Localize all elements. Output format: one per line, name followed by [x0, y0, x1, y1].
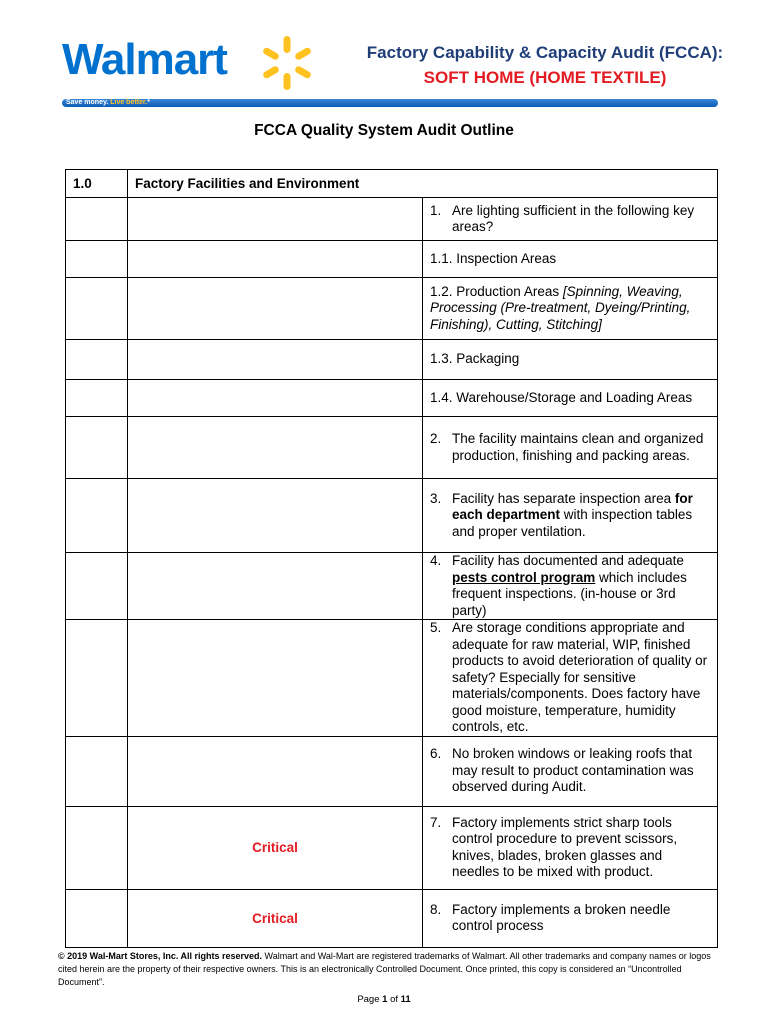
table-row: [66, 241, 718, 278]
section-title: Factory Facilities and Environment: [128, 170, 718, 198]
table-row: [66, 479, 718, 553]
audit-outline-table: [65, 169, 718, 948]
question-cell: 1. Are lighting sufficient in the following key areas?: [423, 198, 718, 241]
walmart-logo: Walmart: [62, 35, 227, 84]
subitem-cell: 1.1. Inspection Areas: [423, 241, 718, 278]
critical-flag: Critical: [128, 806, 423, 889]
question-cell: 4. Facility has documented and adequate pests control program which includes frequent inspections. (in-house or 3rd party): [423, 553, 718, 620]
table-row: [66, 889, 718, 947]
trademark-notice: Walmart and Wal-Mart are registered trademarks of Walmart. All other trademarks and company names or logos cited herein are the property of their respective owners. This is an electronically Controlled Document. Once printed, this copy is considered an “Uncontrolled Document”.: [58, 951, 711, 987]
question-cell: 2. The facility maintains clean and organized production, finishing and packing areas.: [423, 417, 718, 479]
audit-subtitle: SOFT HOME (HOME TEXTILE): [423, 68, 667, 87]
footer-notice: [58, 950, 718, 989]
table-row: [66, 198, 718, 241]
tagline-part-a: Save money.: [66, 99, 109, 106]
table-row: [66, 553, 718, 620]
critical-flag: Critical: [128, 889, 423, 947]
document-title: FCCA Quality System Audit Outline: [254, 122, 514, 139]
table-row: [66, 620, 718, 737]
subitem-cell: 1.3. Packaging: [423, 340, 718, 380]
subitem-cell: 1.2. Production Areas [Spinning, Weaving, Processing (Pre-treatment, Dyeing/Printing, Finishing), Cutting, Stitching]: [423, 278, 718, 340]
table-row: [66, 736, 718, 806]
table-row: [66, 380, 718, 417]
copyright-text: © 2019 Wal-Mart Stores, Inc. All rights reserved.: [58, 951, 263, 961]
page-number: Page 1 of 11: [357, 994, 411, 1005]
audit-title: Factory Capability & Capacity Audit (FCCA):: [366, 43, 724, 62]
brand-bar: [62, 99, 718, 107]
table-row: [66, 278, 718, 340]
table-row: [66, 340, 718, 380]
tagline: [66, 99, 150, 107]
tagline-tm: *: [147, 99, 150, 106]
walmart-spark-icon: [258, 34, 316, 92]
tagline-part-b: Live better.: [110, 99, 148, 106]
table-row: [66, 806, 718, 889]
question-cell: 3. Facility has separate inspection area for each department with inspection tables and proper ventilation.: [423, 479, 718, 553]
question-cell: 7. Factory implements strict sharp tools control procedure to prevent scissors, knives, blades, broken glasses and needles to be mixed with product.: [423, 806, 718, 889]
question-cell: 8. Factory implements a broken needle control process: [423, 889, 718, 947]
section-number: 1.0: [66, 170, 128, 198]
document-header: [0, 0, 768, 112]
section-header-row: [66, 170, 718, 198]
question-cell: 6. No broken windows or leaking roofs that may result to product contamination was observed during Audit.: [423, 736, 718, 806]
table-row: [66, 417, 718, 479]
subitem-cell: 1.4. Warehouse/Storage and Loading Areas: [423, 380, 718, 417]
question-cell: 5. Are storage conditions appropriate and adequate for raw material, WIP, finished products to avoid deterioration of quality or safety? Especially for sensitive materials/components. Does factory have good moisture, temperature, humidity controls, etc.: [423, 620, 718, 737]
